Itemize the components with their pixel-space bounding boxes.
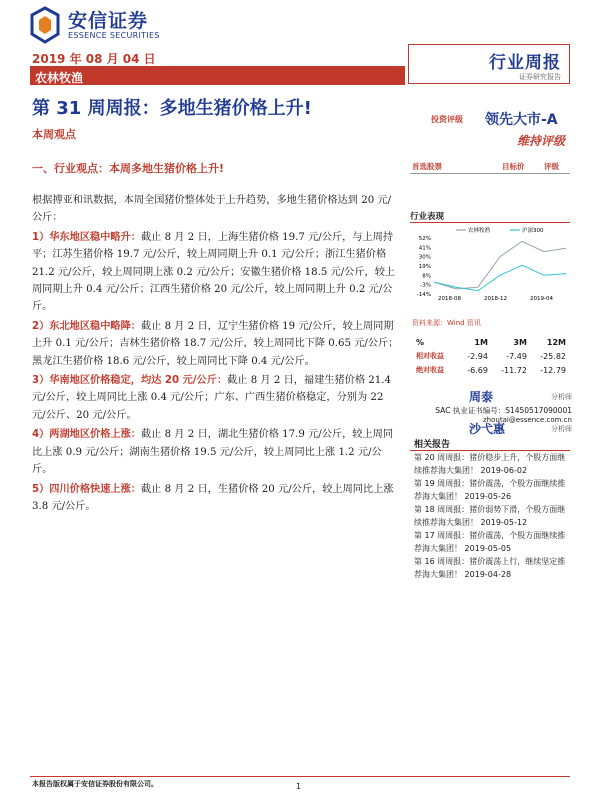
legend-label: 农林牧渔 [468, 228, 491, 234]
table-cell: -6.69 [467, 365, 488, 375]
related-report-title[interactable]: 第 17 周周报：猪价震荡，个股方面继续推荐海大集团！ [414, 531, 566, 553]
y-axis-ticks [417, 236, 431, 298]
company-logo [30, 4, 190, 48]
rating-maintain: 维持评级 [517, 134, 566, 148]
rating-label: 投资评级 [431, 115, 463, 124]
analyst-name: 周泰 [469, 390, 494, 404]
table-cell: -2.94 [467, 351, 488, 361]
related-report-title[interactable]: 第 19 周周报：猪价震荡，个股方面继续推荐海大集团！ [414, 479, 566, 501]
analyst-card [416, 388, 572, 424]
paragraph-text: 截止 8 月 2 日，上海生猪价格 19.7 元/公斤，与上周持平；江苏生猪价格 19.7 元/公斤，较上周同期上升 0.1 元/公斤；浙江生猪价格 21.2 元/公斤，较上周同期上涨 0.2 元/公斤；安徽生猪价格 18.5 元/公斤，较上周同期上升 0.4 元/公斤；江西生猪价格 20 元/公斤，较上周同期上升 0.2 元/公斤。 [32, 231, 396, 313]
related-reports-heading: 相关报告 [410, 437, 570, 451]
table-row [416, 363, 568, 377]
report-type-subtitle: 证券研究报告 [519, 73, 561, 81]
legend-label: 沪深300 [522, 228, 544, 234]
logo-mark-icon [30, 6, 60, 44]
row-label: 绝对收益 [416, 366, 444, 374]
chart-legend [456, 226, 544, 234]
page-number: 1 [296, 782, 302, 791]
paragraph-text: 截止 8 月 2 日，福建生猪价格 21.4 元/公斤，较上周同比上涨 0.4 元/公斤；广东、广西生猪价格稳定，分别为 22 元/公斤、20 元/公斤。 [32, 375, 391, 421]
analyst-role: 分析师 [551, 425, 572, 433]
logo-name-cn: 安信证券 [68, 10, 149, 32]
related-report-item[interactable] [414, 452, 572, 477]
paragraph-south [32, 372, 400, 424]
paragraph-lead: 2）东北地区稳中略降： [32, 320, 141, 332]
sector-bar [30, 68, 405, 85]
y-tick-label: 30% [418, 254, 431, 261]
table-cell: -7.49 [506, 351, 527, 361]
related-report-date: 2019-04-28 [464, 569, 512, 579]
paragraph-east [32, 229, 400, 316]
rating-value: 领先大市-A [485, 112, 558, 128]
related-reports-list [414, 452, 572, 582]
stock-picks-header [410, 160, 570, 174]
chart-lines [434, 241, 566, 290]
related-report-item[interactable] [414, 504, 572, 529]
paragraph-lead: 5）四川价格快速上涨： [32, 483, 141, 495]
page-title: 第 31 周周报：多地生猪价格上升! [32, 98, 312, 119]
y-tick-label: 19% [418, 264, 431, 270]
y-tick-label: -3% [420, 282, 431, 289]
related-report-date: 2019-05-12 [480, 517, 528, 527]
analyst-name: 沙弋惠 [469, 422, 506, 436]
footer-copyright: 本报告版权属于安信证券股份有限公司。 [32, 780, 158, 788]
related-report-title[interactable]: 第 16 周周报：猪价震荡上行，继续坚定推荐海大集团！ [414, 557, 566, 579]
series-line [434, 241, 566, 289]
table-row [416, 349, 568, 363]
table-cell: -12.79 [540, 365, 566, 375]
performance-divider [410, 222, 570, 223]
report-type-title: 行业周报 [489, 53, 561, 73]
related-report-date: 2019-06-02 [480, 465, 528, 475]
stock-col-target: 目标价 [502, 162, 525, 171]
x-tick-label: 2018-08 [438, 296, 461, 302]
section-heading: 一、行业观点：本周多地生猪价格上升! [32, 162, 225, 175]
logo-name-en: ESSENCE SECURITIES [68, 31, 160, 40]
paragraph-lead: 4）两湖地区价格上涨： [32, 429, 141, 441]
row-label: 相对收益 [416, 352, 444, 360]
performance-heading: 行业表现 [410, 212, 445, 222]
y-tick-label: 52% [418, 236, 431, 242]
analyst-role: 分析师 [551, 393, 572, 401]
chart-source: 资料来源：Wind 资讯 [412, 319, 481, 327]
paragraph-text: 截止 8 月 2 日，湖北生猪价格 17.9 元/公斤，较上周同比上涨 0.9 元/公斤；湖南生猪价格 19.5 元/公斤，较上周同比上涨 1.2 元/公斤。 [32, 429, 394, 476]
report-type-box [408, 44, 570, 84]
paragraph-text: 截止 8 月 2 日，辽宁生猪价格 19 元/公斤，较上周同期上升 0.1 元/公斤；吉林生猪价格 18.7 元/公斤，较上周同比下降 0.65 元/公斤；黑龙江生猪价格 18.6 元/公斤，较上周同比下降 0.4 元/公斤。 [32, 320, 399, 367]
report-date: 2019 年 08 月 04 日 [32, 52, 156, 66]
body-text [32, 192, 400, 517]
performance-table [416, 335, 568, 377]
footer-divider [30, 776, 570, 777]
related-report-date: 2019-05-26 [464, 491, 512, 501]
x-axis-ticks [438, 296, 553, 302]
performance-chart [412, 224, 570, 302]
table-cell: -11.72 [501, 365, 527, 375]
paragraph-lead: 1）华东地区稳中略升： [32, 231, 141, 243]
paragraph-hubei-hunan [32, 426, 400, 478]
y-tick-label: -14% [416, 292, 431, 298]
table-cell: -25.82 [540, 351, 566, 361]
paragraph-northeast [32, 318, 400, 370]
stock-col-rating: 评级 [544, 162, 559, 171]
x-tick-label: 2018-12 [484, 296, 507, 302]
table-header-row [416, 335, 568, 349]
related-report-item[interactable] [414, 478, 572, 503]
analyst-sac: SAC 执业证书编号：S1450517090001 [435, 406, 572, 415]
y-tick-label: 8% [422, 273, 431, 280]
table-header-cell: 1M [474, 337, 488, 347]
related-report-date: 2019-05-05 [464, 543, 512, 553]
related-report-item[interactable] [414, 556, 572, 581]
series-line [434, 265, 566, 290]
related-report-title[interactable]: 第 18 周周报：猪价弱势下滑，个股方面继续推荐海大集团！ [414, 505, 566, 527]
table-header-cell: 3M [513, 337, 527, 347]
table-header-cell: 12M [546, 337, 566, 347]
paragraph-lead: 3）华南地区价格稳定，均达 20 元/公斤： [32, 375, 228, 387]
related-report-title[interactable]: 第 20 周周报：猪价稳步上升，个股方面继续推荐海大集团！ [414, 453, 566, 475]
subheading: 本周观点 [32, 128, 76, 141]
stock-col-name: 首选股票 [412, 162, 442, 171]
paragraph-sichuan [32, 481, 400, 516]
paragraph-text: 截止 8 月 2 日，生猪价格 20 元/公斤，较上周同比上涨 3.8 元/公斤。 [32, 483, 394, 512]
y-tick-label: 41% [418, 245, 431, 252]
sector-label: 农林牧渔 [35, 71, 84, 85]
table-header-cell: % [416, 337, 425, 347]
x-tick-label: 2019-04 [530, 296, 553, 302]
related-report-item[interactable] [414, 530, 572, 555]
analyst-email[interactable]: zhoutai@essence.com.cn [483, 416, 572, 424]
intro-paragraph: 根据搏亚和讯数据，本周全国猪价整体处于上升趋势，多地生猪价格达到 20 元/公斤： [32, 195, 392, 224]
